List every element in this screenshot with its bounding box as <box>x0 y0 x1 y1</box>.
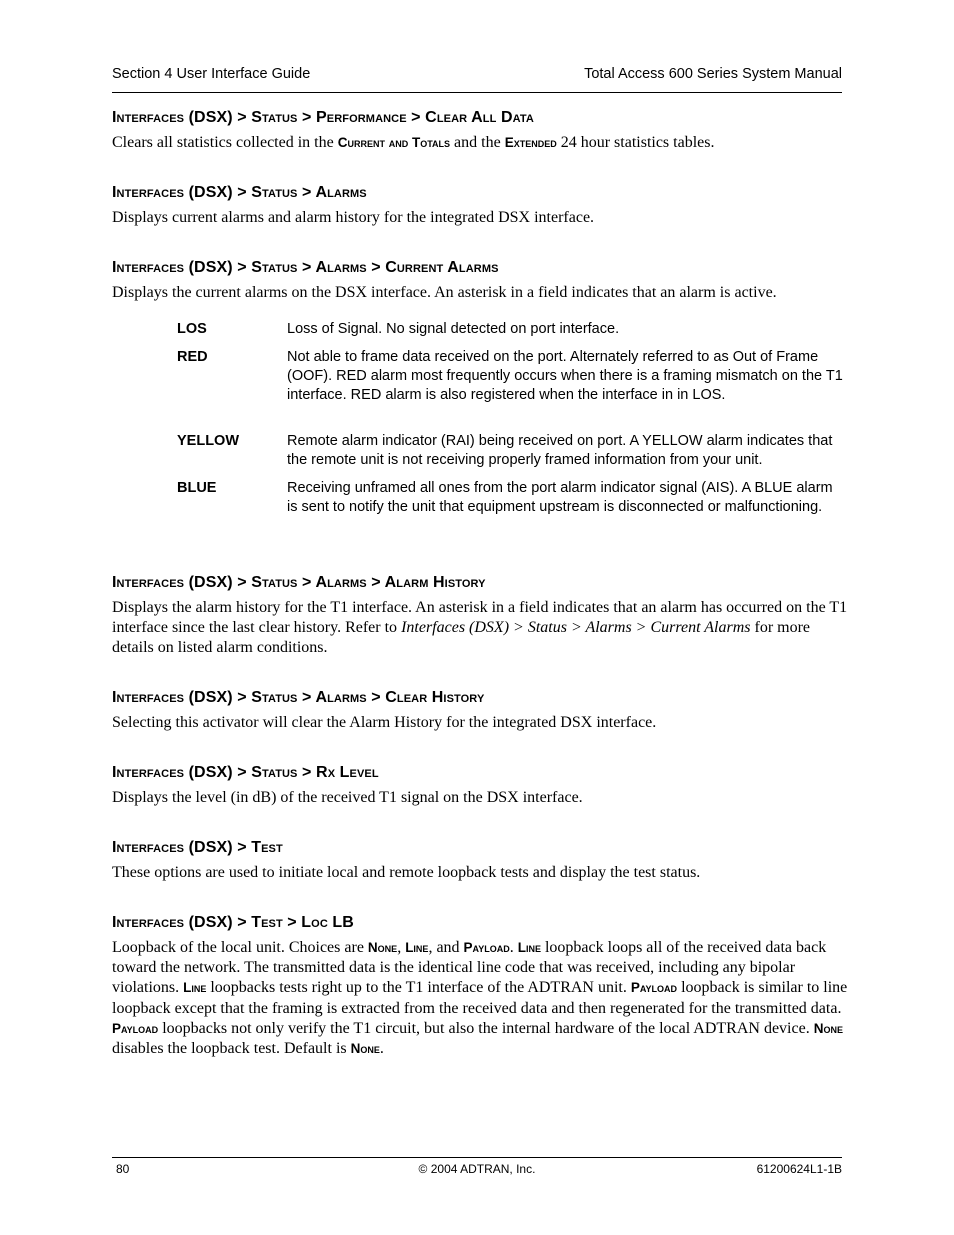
page-number: 80 <box>116 1162 130 1176</box>
definition-desc: Receiving unframed all ones from the port alarm indicator signal (AIS). A BLUE alarm is sent to notify the unit that equipment upstream is disconnected or malfunctioning. <box>287 480 833 515</box>
section-alarms <box>112 183 854 228</box>
section-heading: Interfaces (DSX) > Status > Performance > Clear All Data <box>112 109 534 126</box>
copyright: © 2004 ADTRAN, Inc. <box>418 1162 536 1176</box>
page-footer <box>112 1157 842 1176</box>
section-body: Selecting this activator will clear the Alarm History for the integrated DSX interface. <box>112 714 657 731</box>
section-alarm-history <box>112 573 854 659</box>
cross-reference: Interfaces (DSX) > Status > Alarms > Current Alarms <box>401 619 751 637</box>
definition-desc: Loss of Signal. No signal detected on port interface. <box>287 321 620 337</box>
section-clear-all-data <box>112 108 854 153</box>
section-heading: Interfaces (DSX) > Test > Loc LB <box>112 914 354 931</box>
section-body: Displays current alarms and alarm history for the integrated DSX interface. <box>112 209 595 226</box>
section-rx-level <box>112 763 854 808</box>
section-body: Displays the current alarms on the DSX interface. An asterisk in a field indicates that an alarm is active. <box>112 284 777 301</box>
section-heading: Interfaces (DSX) > Status > Rx Level <box>112 764 379 781</box>
section-body: Displays the level (in dB) of the received T1 signal on the DSX interface. <box>112 789 583 806</box>
section-heading: Interfaces (DSX) > Status > Alarms > Clear History <box>112 689 485 706</box>
definition-term: RED <box>177 349 208 365</box>
section-test <box>112 838 854 883</box>
section-heading: Interfaces (DSX) > Test <box>112 839 283 856</box>
definition-term: YELLOW <box>177 433 240 449</box>
definition-desc: Not able to frame data received on the port. Alternately referred to as Out of Frame (OOF). RED alarm most frequently occurs when there is a framing mismatch on the T1 interface. RED alarm is also registered when the interface in in LOS. <box>287 349 843 403</box>
page-header <box>112 66 842 93</box>
document-number: 61200624L1-1B <box>756 1162 842 1176</box>
section-heading: Interfaces (DSX) > Status > Alarms > Current Alarms <box>112 259 499 276</box>
definition-term: BLUE <box>177 480 217 496</box>
section-current-alarms <box>112 258 854 303</box>
section-body: These options are used to initiate local and remote loopback tests and display the test status. <box>112 864 701 881</box>
section-heading: Interfaces (DSX) > Status > Alarms > Alarm History <box>112 574 486 591</box>
section-body: Clears all statistics collected in the Current and Totals and the Extended 24 hour statistics tables. <box>112 134 715 151</box>
section-clear-history <box>112 688 854 733</box>
section-body: Displays the alarm history for the T1 interface. An asterisk in a field indicates that an alarm has occurred on the T1 interface since the last clear history. Refer to Interfaces (DSX) > Status > Alarms > Current Alarms for more details on listed alarm conditions. <box>112 599 848 657</box>
section-loc-lb <box>112 913 854 1059</box>
definition-desc: Remote alarm indicator (RAI) being received on port. A YELLOW alarm indicates that the remote unit is not receiving properly framed information from your unit. <box>287 433 833 468</box>
section-body: Loopback of the local unit. Choices are None, Line, and Payload. Line loopback loops all of the received data back toward the network. The transmitted data is the identical line code that was received, including any bipolar violations. Line loopbacks tests right up to the T1 interface of the ADTRAN unit. Payload loopback is similar to line loopback except that the framing is extracted from the received data and then regenerated for the transmitted data. Payload loopbacks not only verify the T1 circuit, but also the internal hardware of the local ADTRAN device. None disables the loopback test. Default is None. <box>112 939 848 1058</box>
section-heading: Interfaces (DSX) > Status > Alarms <box>112 184 367 201</box>
header-manual-title: Total Access 600 Series System Manual <box>584 66 842 82</box>
definition-term: LOS <box>177 321 207 337</box>
header-section-title: Section 4 User Interface Guide <box>112 66 311 82</box>
